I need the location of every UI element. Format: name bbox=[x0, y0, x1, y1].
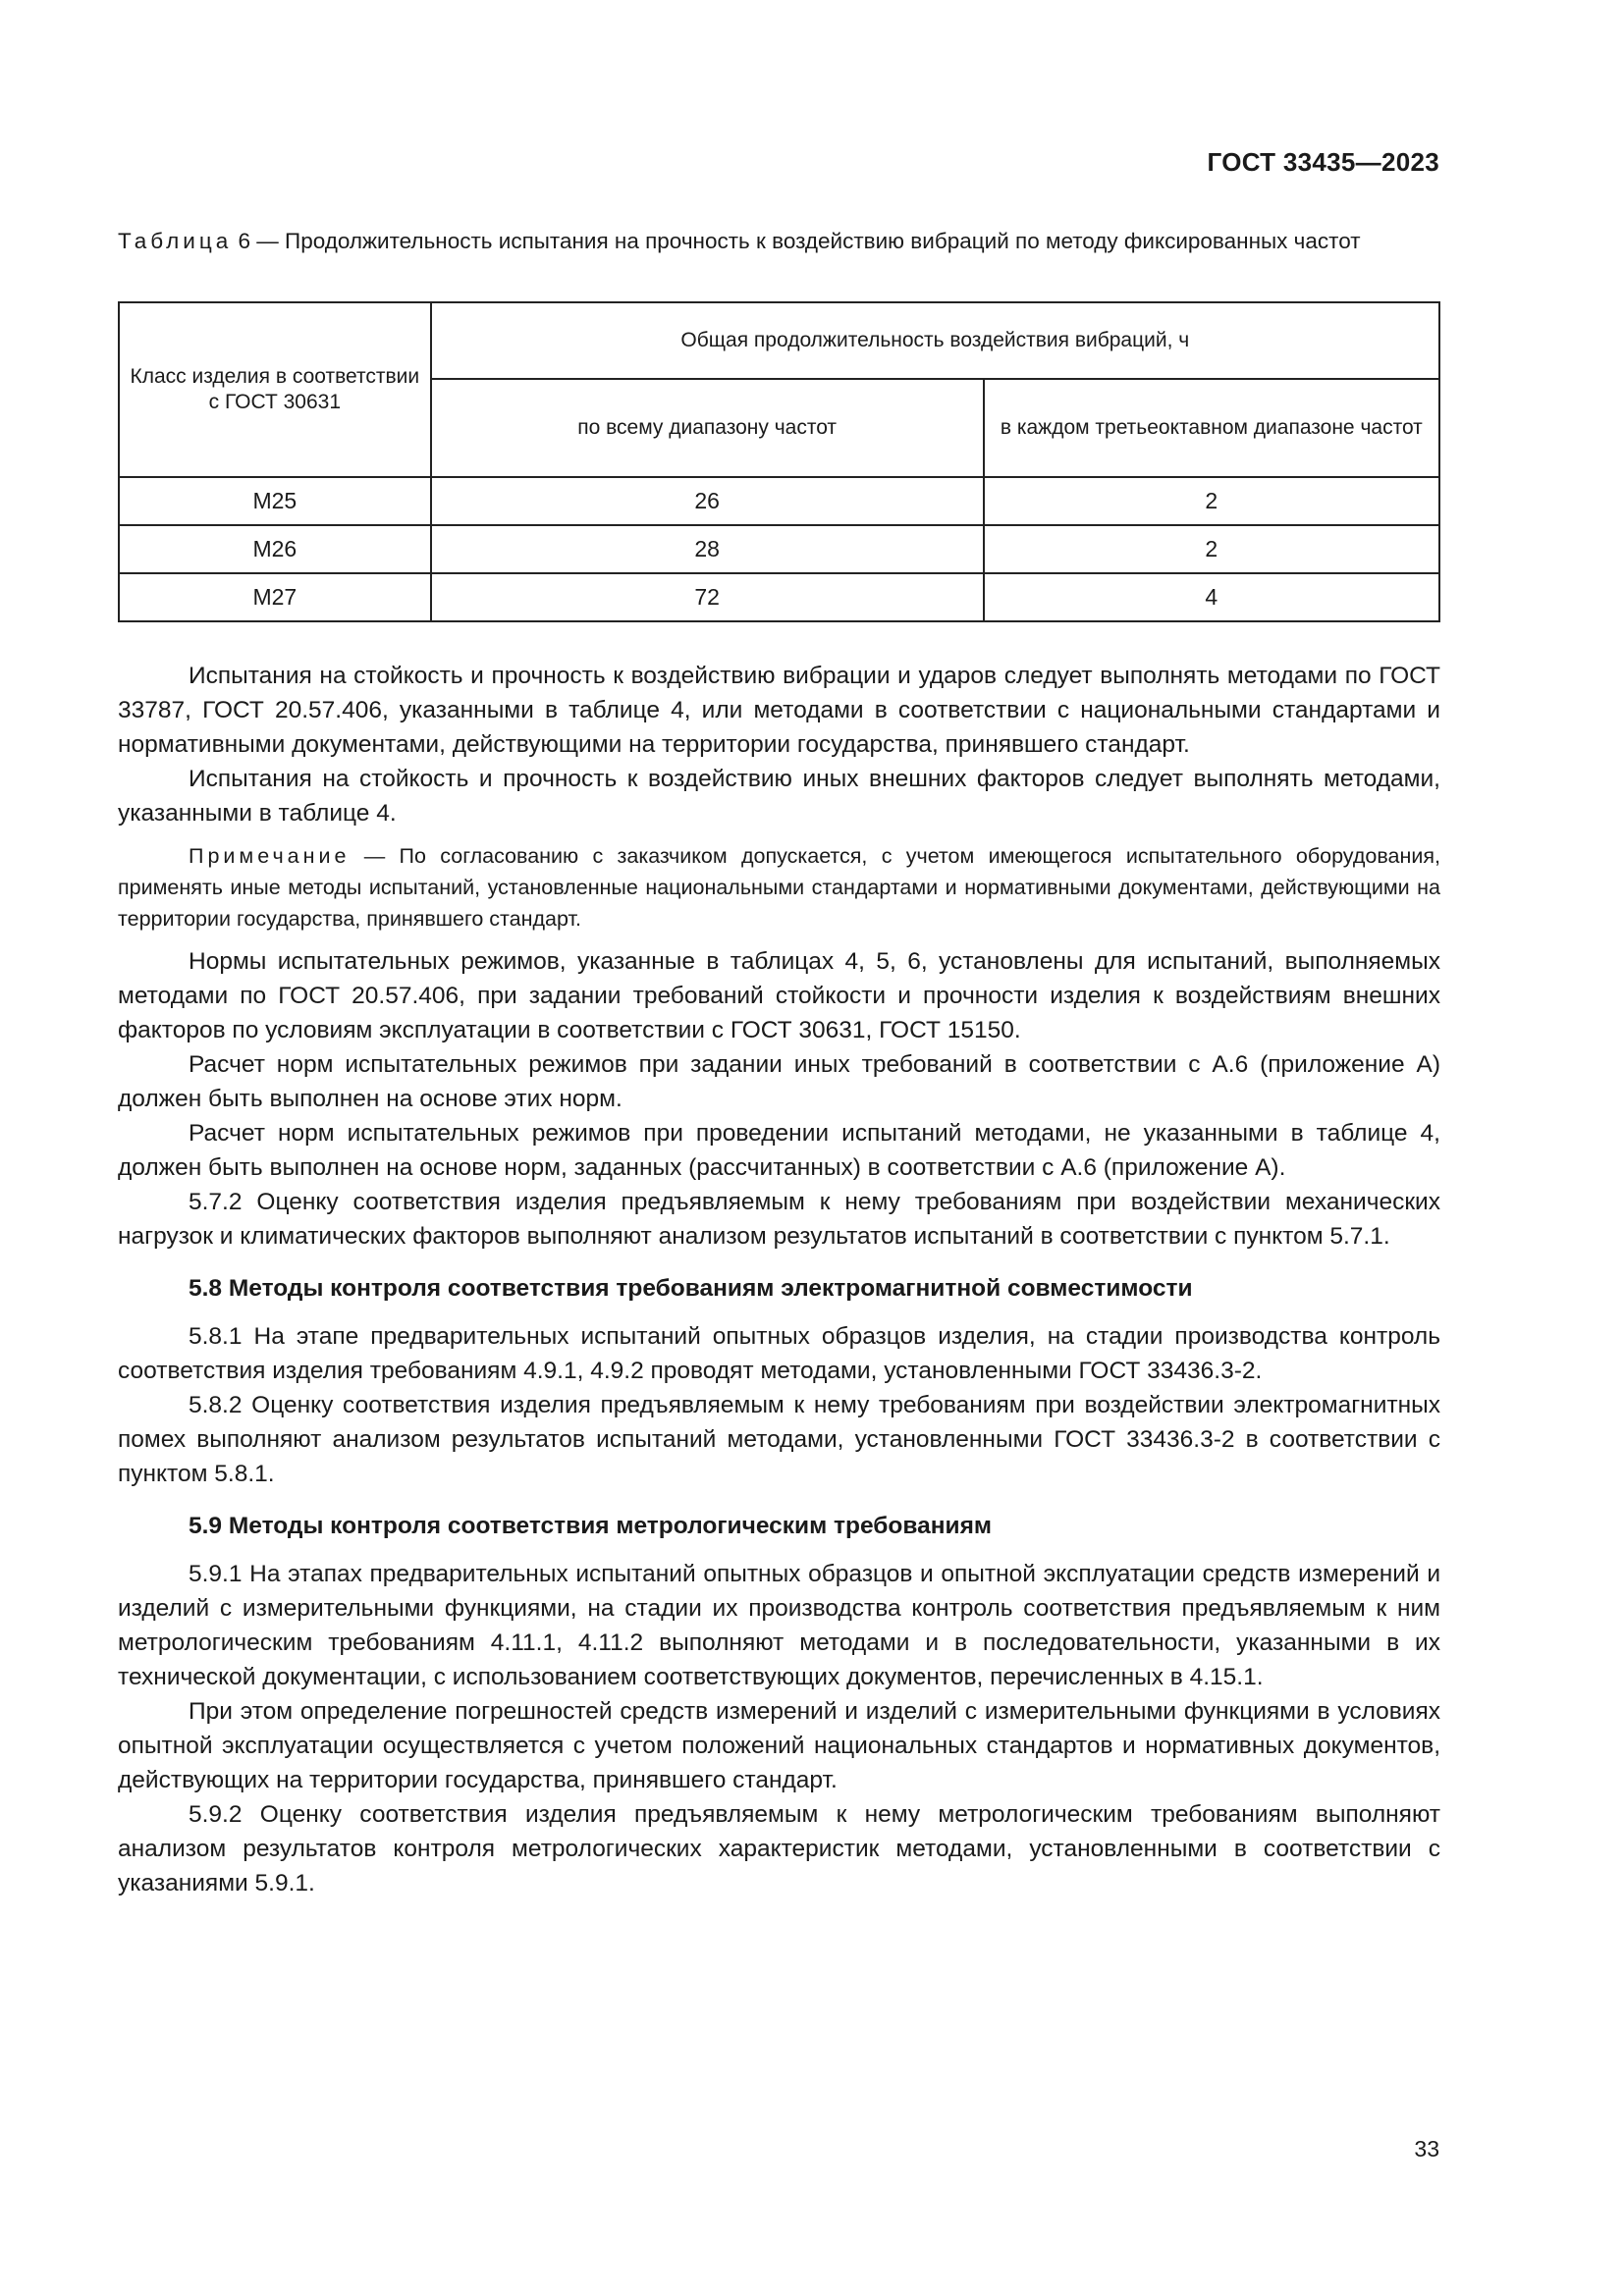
cell-third: 4 bbox=[984, 573, 1439, 621]
cell-class: М25 bbox=[119, 477, 431, 525]
page-number: 33 bbox=[1414, 2136, 1439, 2162]
table-caption bbox=[118, 226, 1440, 257]
cell-full: 28 bbox=[431, 525, 984, 573]
cell-class: М26 bbox=[119, 525, 431, 573]
header-third-octave: в каждом третьеоктавном диапазоне частот bbox=[984, 379, 1439, 477]
paragraph: Расчет норм испытательных режимов при проведении испытаний методами, не указанными в таблице 4, должен быть выполнен на основе норм, заданных (рассчитанных) в соответствии с А.6 (приложение А). bbox=[118, 1120, 1440, 1181]
cell-full: 26 bbox=[431, 477, 984, 525]
body-text bbox=[118, 659, 1440, 1900]
table-row bbox=[119, 525, 1439, 573]
cell-third: 2 bbox=[984, 477, 1439, 525]
paragraph: 5.7.2 Оценку соответствия изделия предъявляемым к нему требованиям при воздействии механических нагрузок и климатических факторов выполняют анализом результатов испытаний в соответствии с пунктом 5.7.1. bbox=[118, 1189, 1440, 1250]
note bbox=[118, 840, 1440, 934]
vibration-duration-table bbox=[118, 301, 1440, 622]
paragraph: Расчет норм испытательных режимов при задании иных требований в соответствии с А.6 (приложение А) должен быть выполнен на основе этих норм. bbox=[118, 1051, 1440, 1112]
section-heading: 5.8 Методы контроля соответствия требованиям электромагнитной совместимости bbox=[189, 1275, 1193, 1302]
section-heading: 5.9 Методы контроля соответствия метрологическим требованиям bbox=[189, 1513, 993, 1539]
table-row bbox=[119, 477, 1439, 525]
paragraph: 5.9.2 Оценку соответствия изделия предъявляемым к нему метрологическим требованиям выполняют анализом результатов контроля метрологических характеристик методами, установленными в соответствии с указаниями 5.9.1. bbox=[118, 1801, 1440, 1896]
table-row bbox=[119, 573, 1439, 621]
header-total-duration: Общая продолжительность воздействия вибраций, ч bbox=[431, 302, 1439, 379]
cell-third: 2 bbox=[984, 525, 1439, 573]
paragraph: При этом определение погрешностей средств измерений и изделий с измерительными функциями в условиях опытной эксплуатации осуществляется с учетом положений национальных стандартов и нормативных документов, действующих на территории государства, принявшего стандарт. bbox=[118, 1698, 1440, 1793]
header-class: Класс изделия в соответствии с ГОСТ 30631 bbox=[119, 302, 431, 477]
table-caption-text: 6 — Продолжительность испытания на прочность к воздействию вибраций по методу фиксированных частот bbox=[238, 229, 1361, 253]
note-text: — По согласованию с заказчиком допускается, с учетом имеющегося испытательного оборудования, применять иные методы испытаний, установленные национальными стандартами и нормативными документами, действующими на территории государства, принявшего стандарт. bbox=[118, 844, 1440, 931]
document-code: ГОСТ 33435—2023 bbox=[1207, 147, 1439, 177]
cell-full: 72 bbox=[431, 573, 984, 621]
paragraph: 5.9.1 На этапах предварительных испытаний опытных образцов и опытной эксплуатации средств измерений и изделий с измерительными функциями, на стадии их производства контроль соответствия предъявляемым к ним метрологическим требованиям 4.11.1, 4.11.2 выполняют методами и в последовательности, указанными в их технической документации, с использованием соответствующих документов, перечисленных в 4.15.1. bbox=[118, 1561, 1440, 1690]
note-label: Примечание bbox=[189, 844, 351, 868]
table-caption-label: Таблица bbox=[118, 229, 233, 253]
paragraph: Испытания на стойкость и прочность к воздействию иных внешних факторов следует выполнять методами, указанными в таблице 4. bbox=[118, 766, 1440, 827]
paragraph: 5.8.2 Оценку соответствия изделия предъявляемым к нему требованиям при воздействии электромагнитных помех выполняют анализом результатов испытаний методами, установленными ГОСТ 33436.3-2 в соответствии с пунктом 5.8.1. bbox=[118, 1392, 1440, 1487]
paragraph: Нормы испытательных режимов, указанные в таблицах 4, 5, 6, установлены для испытаний, выполняемых методами по ГОСТ 20.57.406, при задании требований стойкости и прочности изделия к воздействиям внешних факторов по условиям эксплуатации в соответствии с ГОСТ 30631, ГОСТ 15150. bbox=[118, 948, 1440, 1043]
paragraph: Испытания на стойкость и прочность к воздействию вибрации и ударов следует выполнять методами по ГОСТ 33787, ГОСТ 20.57.406, указанными в таблице 4, или методами в соответствии с национальными стандартами и нормативными документами, действующими на территории государства, принявшего стандарт. bbox=[118, 663, 1440, 758]
cell-class: М27 bbox=[119, 573, 431, 621]
header-full-range: по всему диапазону частот bbox=[431, 379, 984, 477]
paragraph: 5.8.1 На этапе предварительных испытаний опытных образцов изделия, на стадии производства контроль соответствия изделия требованиям 4.9.1, 4.9.2 проводят методами, установленными ГОСТ 33436.3-2. bbox=[118, 1323, 1440, 1384]
